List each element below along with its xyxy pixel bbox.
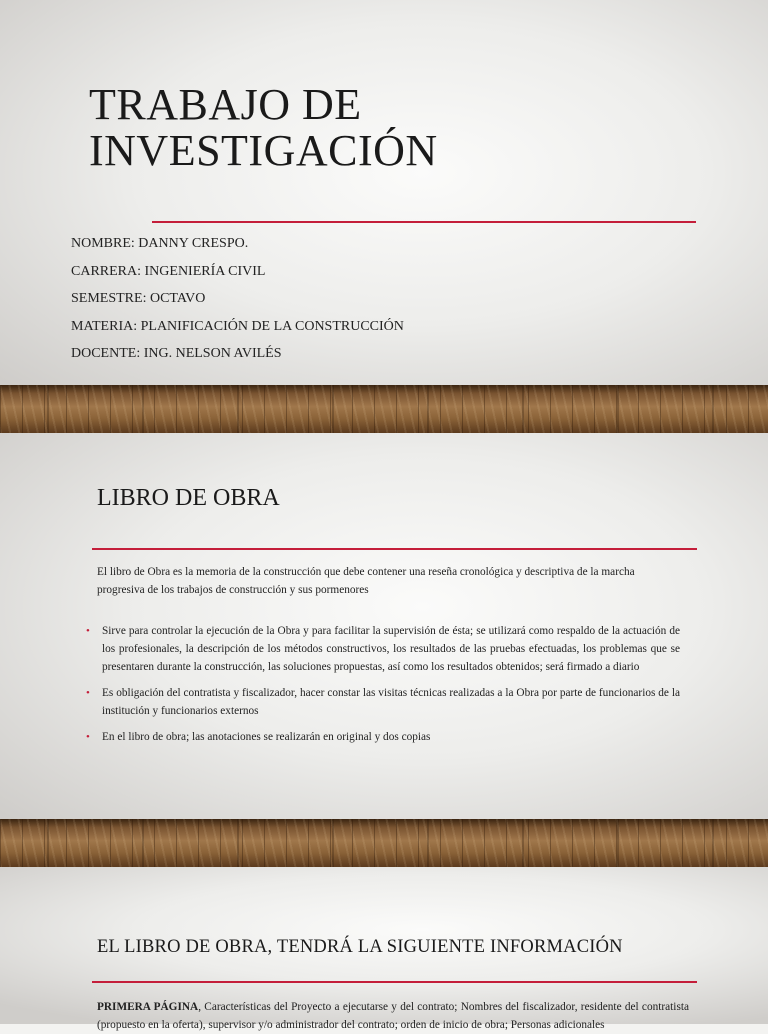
title-divider xyxy=(152,221,696,223)
info-name: NOMBRE: DANNY CRESPO. xyxy=(71,236,249,251)
bullet-text: Es obligación del contratista y fiscalizador, hacer constar las visitas técnicas realizadas a la Obra por parte de funcionarios de la institución y funcionarios externos xyxy=(102,687,680,717)
bullet-dot-icon: • xyxy=(86,687,90,699)
info-career: CARRERA: INGENIERÍA CIVIL xyxy=(71,263,266,279)
title-divider xyxy=(92,548,697,550)
slide-2-title: LIBRO DE OBRA xyxy=(97,485,280,511)
bullet-text: Sirve para controlar la ejecución de la Obra y para facilitar la supervisión de ésta; se utilizará como respaldo de la actuación de los profesionales, la descripción de los métodos constructivos, los resultados de las pruebas efectuadas, los problemas que se presentaren durante la construcción, las soluciones propuestas, así como los resultados obtenidos; será firmado a diario xyxy=(102,625,680,673)
list-item xyxy=(86,684,680,720)
student-info-list xyxy=(71,230,404,368)
wood-floor-band xyxy=(0,819,768,867)
lead-text: , Características del Proyecto a ejecutarse y del contrato; Nombres del fiscalizador, residente del contratista (propuesto en la oferta), supervisor y/o administrador del contrato; orden de inicio de obra; Personas adicionales xyxy=(97,1001,689,1031)
intro-paragraph: El libro de Obra es la memoria de la construcción que debe contener una reseña cronológica y descriptiva de la marcha progresiva de los trabajos de construcción y sus pormenores xyxy=(97,566,635,596)
lead-bold: PRIMERA PÁGINA xyxy=(97,1001,199,1013)
slide-1-title xyxy=(89,82,438,174)
bullet-text: En el libro de obra; las anotaciones se realizarán en original y dos copias xyxy=(102,731,431,743)
wood-floor-band xyxy=(0,385,768,433)
bullet-dot-icon: • xyxy=(86,731,90,743)
slide-1 xyxy=(0,0,768,433)
list-item xyxy=(86,622,680,676)
info-semester: SEMESTRE: OCTAVO xyxy=(71,291,206,307)
title-line-2: INVESTIGACIÓN xyxy=(89,126,438,175)
list-item xyxy=(86,728,680,746)
bullet-list xyxy=(86,622,680,754)
bullet-dot-icon: • xyxy=(86,625,90,637)
info-teacher: DOCENTE: ING. NELSON AVILÉS xyxy=(71,346,282,362)
info-subject: MATERIA: PLANIFICACIÓN DE LA CONSTRUCCIÓN xyxy=(71,318,404,334)
title-divider xyxy=(92,981,697,983)
title-line-1: TRABAJO DE xyxy=(89,80,362,129)
first-page-paragraph xyxy=(97,998,689,1034)
slide-3-title: EL LIBRO DE OBRA, TENDRÁ LA SIGUIENTE INFORMACIÓN xyxy=(97,937,623,957)
